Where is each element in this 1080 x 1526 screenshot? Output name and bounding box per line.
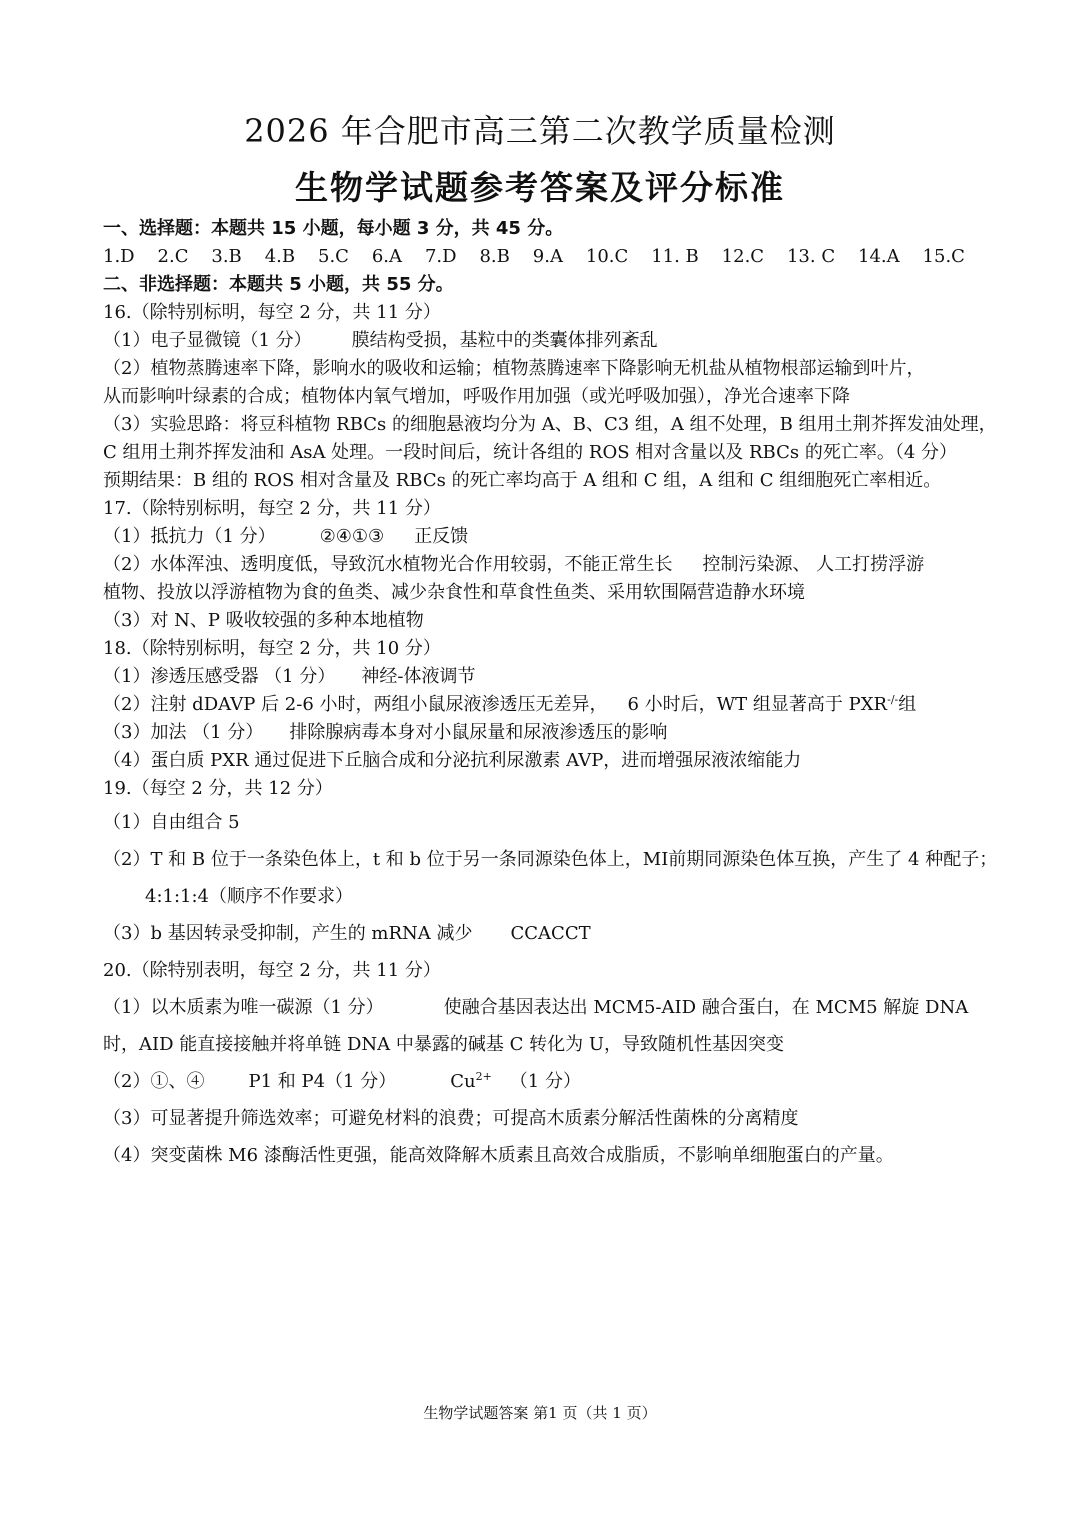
q18-answer-1b: 神经-体液调节 — [361, 666, 476, 687]
q16-answer-3-line2: C 组用土荆芥挥发油和 AsA 处理。一段时间后，统计各组的 ROS 相对含量以及 RBCs 的死亡率。（4 分） — [103, 442, 957, 463]
q18-answer-1a: （1）渗透压感受器 （1 分） — [103, 666, 336, 687]
exam-title: 2026 年合肥市高三第二次教学质量检测 — [244, 112, 836, 150]
choice-answer: 8.B — [479, 246, 510, 267]
q19-answer-3 — [103, 920, 983, 948]
q16-answer-3-line1: （3）实验思路：将豆科植物 RBCs 的细胞悬液均分为 A、B、C3 组，A 组不处理，B 组用土荆芥挥发油处理， — [103, 414, 997, 435]
q18-answer-3 — [103, 719, 983, 747]
q20-answer-3: （3）可显著提升筛选效率；可避免材料的浪费；可提高木质素分解活性菌株的分离精度 — [103, 1108, 799, 1129]
q20-answer-2c: Cu — [450, 1071, 476, 1092]
q18-heading: 18.（除特别标明，每空 2 分，共 10 分） — [103, 638, 441, 659]
q16-answer-2-line1: （2）植物蒸腾速率下降，影响水的吸收和运输；植物蒸腾速率下降影响无机盐从植物根部运输到叶片， — [103, 358, 925, 379]
q18-answer-2 — [103, 691, 983, 719]
q20-answer-2a: （2）①、④ — [103, 1071, 205, 1092]
choice-answer: 13. C — [786, 246, 836, 267]
part1-heading: 一、选择题：本题共 15 小题，每小题 3 分，共 45 分。 — [103, 218, 564, 239]
q17-answer-2b: 控制污染源、 人工打捞浮游 — [702, 554, 925, 575]
q18-answer-3a: （3）加法 （1 分） — [103, 722, 264, 743]
q18-answer-3b: 排除腺病毒本身对小鼠尿量和尿液渗透压的影响 — [289, 722, 668, 743]
choice-answer: 5.C — [318, 246, 349, 267]
choice-answer: 12.C — [721, 246, 765, 267]
choice-answer: 10.C — [585, 246, 629, 267]
q20-answer-2d: （1 分） — [509, 1071, 581, 1092]
q16-answer-2-line2: 从而影响叶绿素的合成；植物体内氧气增加，呼吸作用加强（或光呼吸加强），净光合速率下降 — [103, 386, 850, 407]
choice-answer: 3.B — [211, 246, 242, 267]
q19-answer-1: （1）自由组合 5 — [103, 812, 240, 833]
choice-answer: 15.C — [922, 246, 965, 267]
q17-answer-1a: （1）抵抗力（1 分） — [103, 526, 276, 547]
q18-answer-2c: 组 — [898, 694, 917, 715]
choice-answer: 14.A — [858, 246, 900, 267]
q18-answer-2a: （2）注射 dDAVP 后 2-6 小时，两组小鼠尿液渗透压无差异， — [103, 694, 608, 715]
q18-answer-2-superscript: -/- — [887, 693, 899, 706]
q20-answer-2-superscript: 2+ — [475, 1070, 492, 1083]
q17-answer-2a: （2）水体浑浊、透明度低，导致沉水植物光合作用较弱，不能正常生长 — [103, 554, 673, 575]
q16-answer-1 — [103, 327, 983, 355]
q20-answer-2 — [103, 1068, 983, 1096]
q17-answer-1b: ②④①③ — [319, 526, 385, 547]
q17-heading: 17.（除特别标明，每空 2 分，共 11 分） — [103, 498, 441, 519]
choice-answer: 4.B — [264, 246, 296, 267]
q17-answer-2-line1 — [103, 551, 983, 579]
q19-answer-2-line1: （2）T 和 B 位于一条染色体上，t 和 b 位于另一条同源染色体上，MⅠ前期同源染色体互换，产生了 4 种配子； — [103, 849, 998, 870]
q20-answer-1-line1 — [103, 994, 983, 1022]
q18-answer-1 — [103, 663, 983, 691]
q16-heading: 16.（除特别标明，每空 2 分，共 11 分） — [103, 302, 441, 323]
q20-heading: 20.（除特别表明，每空 2 分，共 11 分） — [103, 960, 441, 981]
q20-answer-2b: P1 和 P4（1 分） — [248, 1071, 397, 1092]
choice-answer: 7.D — [424, 246, 457, 267]
q20-answer-1-line2: 时，AID 能直接接触并将单链 DNA 中暴露的碱基 C 转化为 U，导致随机性基因突变 — [103, 1034, 784, 1055]
q20-answer-1b: 使融合基因表达出 MCM5-AID 融合蛋白，在 MCM5 解旋 DNA — [443, 997, 969, 1018]
q20-answer-4: （4）突变菌株 M6 漆酶活性更强，能高效降解木质素且高效合成脂质，不影响单细胞蛋白的产量。 — [103, 1145, 894, 1166]
q19-heading: 19.（每空 2 分，共 12 分） — [103, 778, 333, 799]
q18-answer-4: （4）蛋白质 PXR 通过促进下丘脑合成和分泌抗利尿激素 AVP，进而增强尿液浓缩能力 — [103, 750, 802, 771]
page-footer: 生物学试题答案 第1 页（共 1 页） — [423, 1404, 657, 1422]
q19-answer-3b: CCACCT — [510, 923, 591, 944]
choice-answer: 1.D — [103, 246, 135, 267]
answer-key-subtitle: 生物学试题参考答案及评分标准 — [295, 168, 785, 207]
q17-answer-1c: 正反馈 — [414, 526, 469, 547]
answer-content — [103, 215, 998, 1170]
q18-answer-2b: 6 小时后，WT 组显著高于 PXR — [627, 694, 888, 715]
q17-answer-1 — [103, 523, 983, 551]
q17-answer-2-line2: 植物、投放以浮游植物为食的鱼类、减少杂食性和草食性鱼类、采用软围隔营造静水环境 — [103, 582, 805, 603]
choice-answer: 11. B — [651, 246, 699, 267]
q16-answer-1a: （1）电子显微镜（1 分） — [103, 330, 312, 351]
q19-answer-2-line2: 4:1:1:4（顺序不作要求） — [145, 886, 354, 907]
q16-answer-1b: 膜结构受损，基粒中的类囊体排列紊乱 — [351, 330, 658, 351]
q19-answer-3a: （3）b 基因转录受抑制，产生的 mRNA 减少 — [103, 923, 473, 944]
choice-answer: 9.A — [532, 246, 563, 267]
q16-answer-3-line3: 预期结果：B 组的 ROS 相对含量及 RBCs 的死亡率均高于 A 组和 C 组，A 组和 C 组细胞死亡率相近。 — [103, 470, 942, 491]
choice-answers — [103, 243, 965, 271]
q20-answer-1a: （1）以木质素为唯一碳源（1 分） — [103, 997, 384, 1018]
choice-answer: 2.C — [157, 246, 189, 267]
choice-answer: 6.A — [371, 246, 403, 267]
q17-answer-3: （3）对 N、P 吸收较强的多种本地植物 — [103, 610, 424, 631]
part2-heading: 二、非选择题：本题共 5 小题，共 55 分。 — [103, 274, 454, 295]
